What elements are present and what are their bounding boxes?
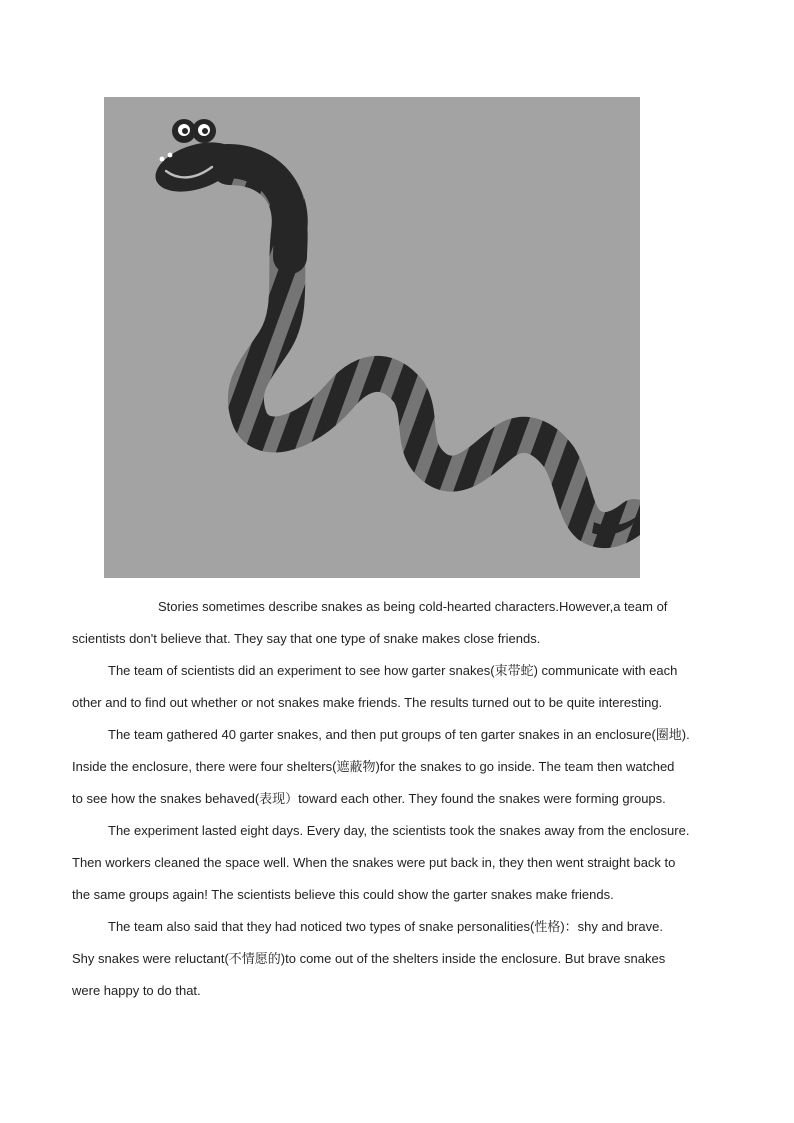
paragraph-line: scientists don't believe that. They say that one type of snake makes close friends.: [72, 631, 541, 646]
paragraph-line: other and to find out whether or not snakes make friends. The results turned out to be quite interesting.: [72, 695, 663, 710]
paragraph-line: Stories sometimes describe snakes as being cold-hearted characters.However,a team of: [158, 599, 668, 614]
paragraph-line: Shy snakes were reluctant(不情愿的)to come out of the shelters inside the enclosure. But brave snakes: [72, 951, 666, 966]
snake-illustration: [104, 97, 640, 578]
paragraph-line: The experiment lasted eight days. Every day, the scientists took the snakes away from the enclosure.: [108, 823, 690, 838]
paragraph-line: Then workers cleaned the space well. When the snakes were put back in, they then went straight back to: [72, 855, 676, 870]
paragraph-line: the same groups again! The scientists believe this could show the garter snakes make friends.: [72, 887, 614, 902]
snake-icon: [104, 97, 640, 578]
paragraph-line: to see how the snakes behaved(表现）toward each other. They found the snakes were forming groups.: [72, 791, 666, 806]
paragraph-line: The team also said that they had noticed two types of snake personalities(性格)：shy and brave.: [108, 919, 663, 934]
article-text: [72, 591, 732, 1007]
paragraph-line: The team gathered 40 garter snakes, and then put groups of ten garter snakes in an enclosure(圈地).: [108, 727, 690, 742]
paragraph-line: were happy to do that.: [72, 983, 201, 998]
paragraph-line: The team of scientists did an experiment to see how garter snakes(束带蛇) communicate with each: [108, 663, 678, 678]
paragraph-line: Inside the enclosure, there were four shelters(遮蔽物)for the snakes to go inside. The team then watched: [72, 759, 675, 774]
